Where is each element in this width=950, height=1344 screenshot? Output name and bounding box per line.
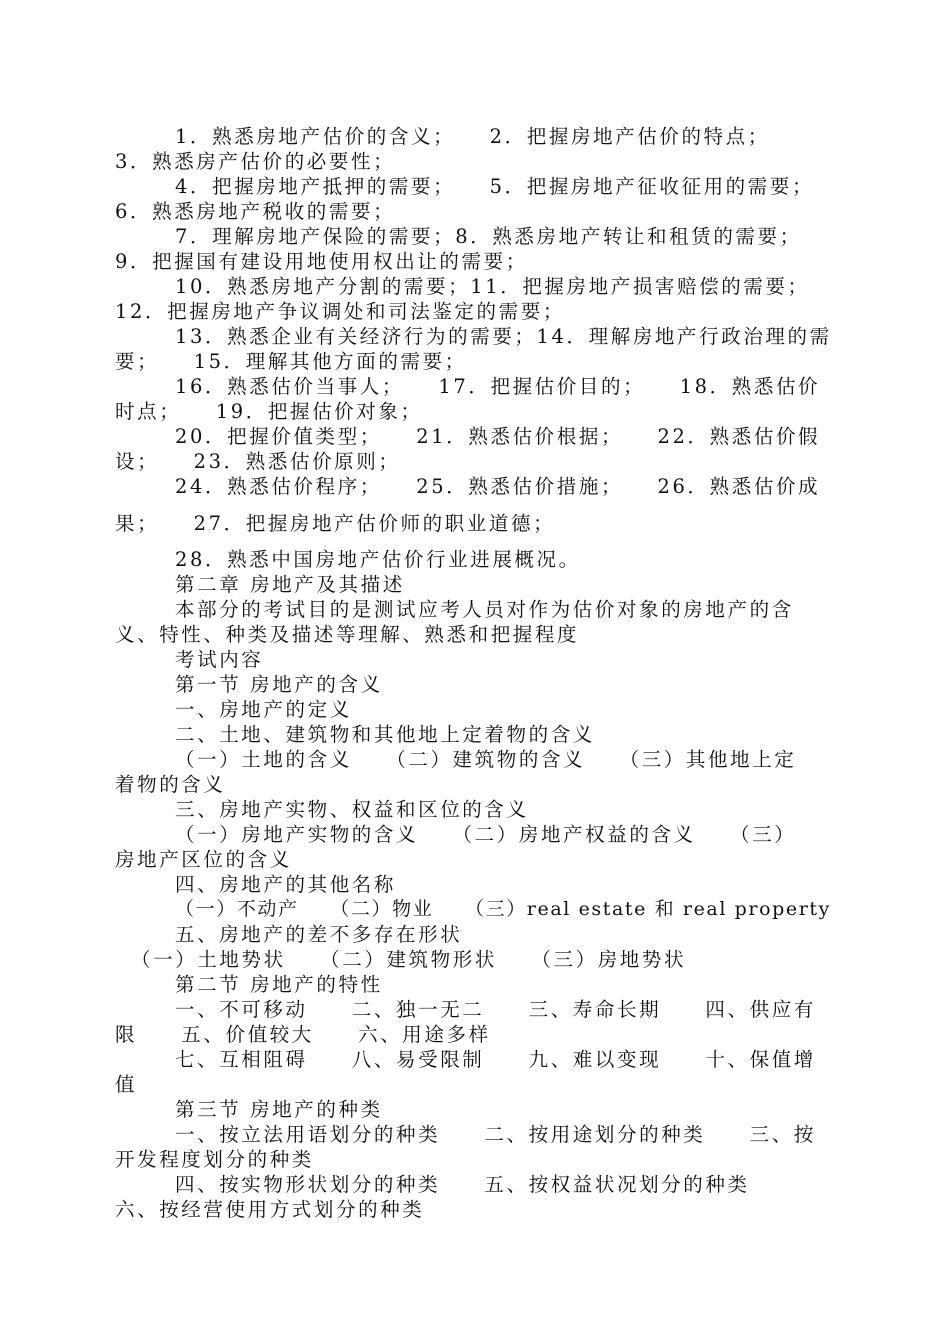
text-line: 四、按实物形状划分的种类 五、按权益状况划分的种类 xyxy=(175,1173,750,1196)
text-line: 一、按立法用语划分的种类 二、按用途划分的种类 三、按 xyxy=(175,1123,816,1146)
text-line: 一、房地产的定义 xyxy=(175,698,352,721)
section-heading: 第二节 房地产的特性 xyxy=(175,973,383,996)
text-line: 4．把握房地产抵押的需要； 5．把握房地产征收征用的需要； xyxy=(175,175,815,198)
text-line: 20．把握价值类型； 21．熟悉估价根据； 22．熟悉估价假 xyxy=(175,425,821,448)
text-line: 13．熟悉企业有关经济行为的需要；14．理解房地产行政治理的需 xyxy=(175,325,832,348)
text-line: 值 xyxy=(115,1073,138,1096)
text-line: 设； 23．熟悉估价原则； xyxy=(115,450,401,473)
text-line: 10．熟悉房地产分割的需要；11．把握房地产损害赔偿的需要； xyxy=(175,275,810,298)
text-line: 着物的含义 xyxy=(115,773,226,796)
text-line: 五、房地产的差不多存在形状 xyxy=(175,923,463,946)
section-heading: 第三节 房地产的种类 xyxy=(175,1098,383,1121)
text-line: 7．理解房地产保险的需要；8．熟悉房地产转让和租赁的需要； xyxy=(175,225,802,248)
text-line: （一）不动产 （二）物业 （三）real estate 和 real property xyxy=(175,898,832,920)
text-line: 要； 15．理解其他方面的需要； xyxy=(115,350,467,373)
text-line: 开发程度划分的种类 xyxy=(115,1148,314,1171)
text-line: 9．把握国有建设用地使用权出让的需要； xyxy=(115,250,528,273)
section-heading: 第一节 房地产的含义 xyxy=(175,673,383,696)
section-heading: 考试内容 xyxy=(175,648,264,671)
text-line: 房地产区位的含义 xyxy=(115,848,292,871)
text-line: 28．熟悉中国房地产估价行业进展概况。 xyxy=(175,548,581,571)
text-line: （一）土地势状 （二）建筑物形状 （三）房地势状 xyxy=(131,948,687,971)
chapter-heading: 第二章 房地产及其描述 xyxy=(175,573,405,596)
text-line: 16．熟悉估价当事人； 17．把握估价目的； 18．熟悉估价 xyxy=(175,375,821,398)
text-line: 七、互相阻碍 八、易受限制 九、难以变现 十、保值增 xyxy=(175,1048,816,1071)
text-line: 三、房地产实物、权益和区位的含义 xyxy=(175,798,529,821)
text-line: （一）土地的含义 （二）建筑物的含义 （三）其他地上定 xyxy=(175,748,797,771)
text-line: 义、特性、种类及描述等理解、熟悉和把握程度 xyxy=(115,623,580,646)
text-line: 限 五、价值较大 六、用途多样 xyxy=(115,1023,491,1046)
text-line: 6．熟悉房地产税收的需要； xyxy=(115,200,396,223)
text-line: 3．熟悉房产估价的必要性； xyxy=(115,150,396,173)
text-line: 1．熟悉房地产估价的含义； 2．把握房地产估价的特点； xyxy=(175,125,770,148)
text-line: 果； 27．把握房地产估价师的职业道德； xyxy=(115,512,556,535)
text-line: 本部分的考试目的是测试应考人员对作为估价对象的房地产的含 xyxy=(175,598,794,621)
text-line: （一）房地产实物的含义 （二）房地产权益的含义 （三） xyxy=(175,823,797,846)
text-line: 六、按经营使用方式划分的种类 xyxy=(115,1198,425,1221)
text-line: 12．把握房地产争议调处和司法鉴定的需要； xyxy=(115,300,565,323)
text-line: 时点； 19．把握估价对象； xyxy=(115,400,423,423)
text-line: 24．熟悉估价程序； 25．熟悉估价措施； 26．熟悉估价成 xyxy=(175,475,821,498)
text-line: 二、土地、建筑物和其他地上定着物的含义 xyxy=(175,723,595,746)
text-line: 一、不可移动 二、独一无二 三、寿命长期 四、供应有 xyxy=(175,998,816,1021)
text-line: 四、房地产的其他名称 xyxy=(175,873,397,896)
